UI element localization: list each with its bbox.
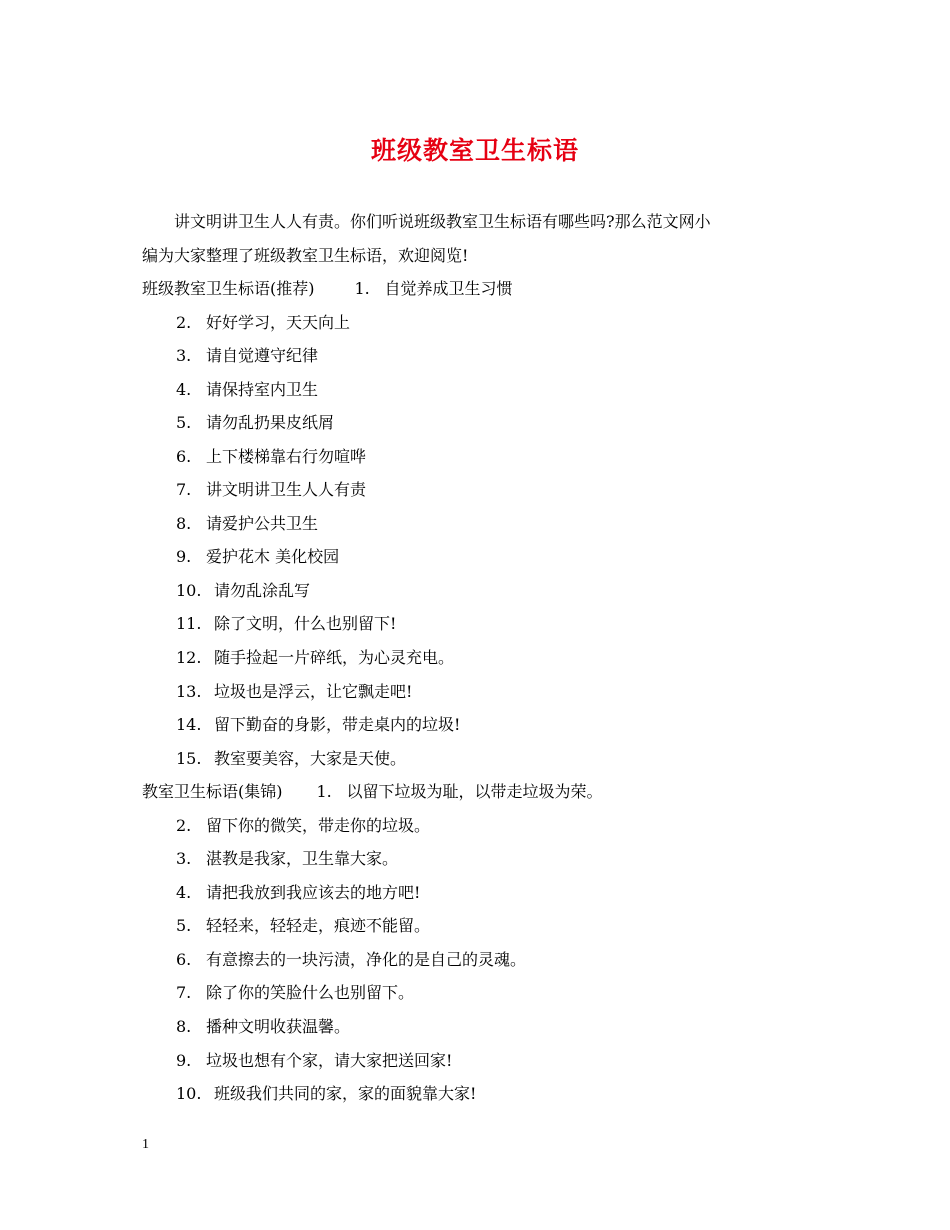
list-item <box>317 775 603 809</box>
item-text: 以留下垃圾为耻，以带走垃圾为荣。 <box>346 782 603 802</box>
page-number: 1 <box>142 1137 149 1152</box>
item-text: 请自觉遵守纪律 <box>206 346 319 366</box>
list-item <box>142 574 842 608</box>
list-item <box>142 876 842 910</box>
item-text: 教室要美容，大家是天使。 <box>214 748 407 768</box>
item-number: 5. <box>176 413 192 433</box>
item-text: 留下你的微笑，带走你的垃圾。 <box>206 815 431 835</box>
list-item <box>142 641 842 675</box>
section-heading-row <box>142 272 842 306</box>
item-number: 11. <box>176 614 202 634</box>
list-item <box>142 440 842 474</box>
item-text: 请保持室内卫生 <box>206 379 319 399</box>
list-item <box>142 1077 842 1111</box>
item-text: 自觉养成卫生习惯 <box>384 279 513 298</box>
list-item <box>355 272 513 306</box>
intro-line-2: 编为大家整理了班级教室卫生标语，欢迎阅览! <box>142 245 469 265</box>
list-item <box>142 507 842 541</box>
item-text: 有意擦去的一块污渍，净化的是自己的灵魂。 <box>206 949 527 969</box>
item-text: 垃圾也是浮云，让它飘走吧! <box>214 681 413 701</box>
list-item <box>142 943 842 977</box>
item-number: 8. <box>176 1017 192 1037</box>
item-text: 随手捡起一片碎纸，为心灵充电。 <box>214 648 455 668</box>
document-title: 班级教室卫生标语 <box>370 136 579 165</box>
list-item <box>142 306 842 340</box>
section-heading-row <box>142 775 842 809</box>
list-item <box>142 742 842 776</box>
item-text: 班级我们共同的家，家的面貌靠大家! <box>214 1084 477 1104</box>
item-text: 播种文明收获温馨。 <box>206 1017 351 1037</box>
item-number: 13. <box>176 681 202 701</box>
item-text: 请爱护公共卫生 <box>206 513 319 533</box>
item-text: 除了你的笑脸什么也别留下。 <box>206 983 415 1003</box>
section-heading: 教室卫生标语(集锦) <box>142 782 283 802</box>
item-text: 湛教是我家，卫生靠大家。 <box>206 849 399 869</box>
item-text: 请勿乱涂乱写 <box>214 580 311 600</box>
list-item <box>142 909 842 943</box>
list-item <box>142 373 842 407</box>
item-number: 7. <box>176 983 192 1003</box>
item-text: 请勿乱扔果皮纸屑 <box>206 413 335 433</box>
list-item <box>142 1044 842 1078</box>
item-number: 2. <box>176 815 192 835</box>
item-number: 6. <box>176 949 192 969</box>
list-item <box>142 708 842 742</box>
list-item <box>142 976 842 1010</box>
item-text: 爱护花木 美化校园 <box>206 547 340 567</box>
item-number: 10. <box>176 1084 202 1104</box>
list-item <box>142 473 842 507</box>
item-number: 4. <box>176 882 192 902</box>
list-item <box>142 809 842 843</box>
list-item <box>142 406 842 440</box>
item-number: 8. <box>176 513 192 533</box>
item-number: 15. <box>176 748 202 768</box>
item-number: 5. <box>176 916 192 936</box>
list-item <box>142 675 842 709</box>
list-item <box>142 540 842 574</box>
item-number: 3. <box>176 849 192 869</box>
intro-line-1: 讲文明讲卫生人人有责。你们听说班级教室卫生标语有哪些吗?那么范文网小 <box>174 212 711 231</box>
item-text: 上下楼梯靠右行勿喧哗 <box>206 446 367 466</box>
list-item <box>142 607 842 641</box>
item-number: 12. <box>176 648 202 668</box>
section-heading: 班级教室卫生标语(推荐) <box>142 279 315 298</box>
list-item <box>142 339 842 373</box>
list-item <box>142 842 842 876</box>
item-text: 好好学习，天天向上 <box>206 312 351 332</box>
item-text: 除了文明，什么也别留下! <box>214 614 397 634</box>
item-number: 2. <box>176 312 192 332</box>
list-item <box>142 1010 842 1044</box>
item-number: 6. <box>176 446 192 466</box>
item-text: 轻轻来，轻轻走，痕迹不能留。 <box>206 916 431 936</box>
item-number: 1. <box>354 279 370 298</box>
item-text: 讲文明讲卫生人人有责 <box>206 480 367 500</box>
item-number: 9. <box>176 547 192 567</box>
item-text: 请把我放到我应该去的地方吧! <box>206 882 421 902</box>
item-number: 14. <box>176 715 202 735</box>
item-number: 1. <box>316 782 332 802</box>
item-text: 留下勤奋的身影，带走桌内的垃圾! <box>214 715 461 735</box>
item-number: 9. <box>176 1050 192 1070</box>
slogan-list <box>142 272 842 1111</box>
item-text: 垃圾也想有个家，请大家把送回家! <box>206 1050 453 1070</box>
item-number: 3. <box>176 346 192 366</box>
item-number: 7. <box>176 480 192 500</box>
intro-paragraph <box>142 205 822 272</box>
item-number: 4. <box>176 379 192 399</box>
item-number: 10. <box>176 580 202 600</box>
